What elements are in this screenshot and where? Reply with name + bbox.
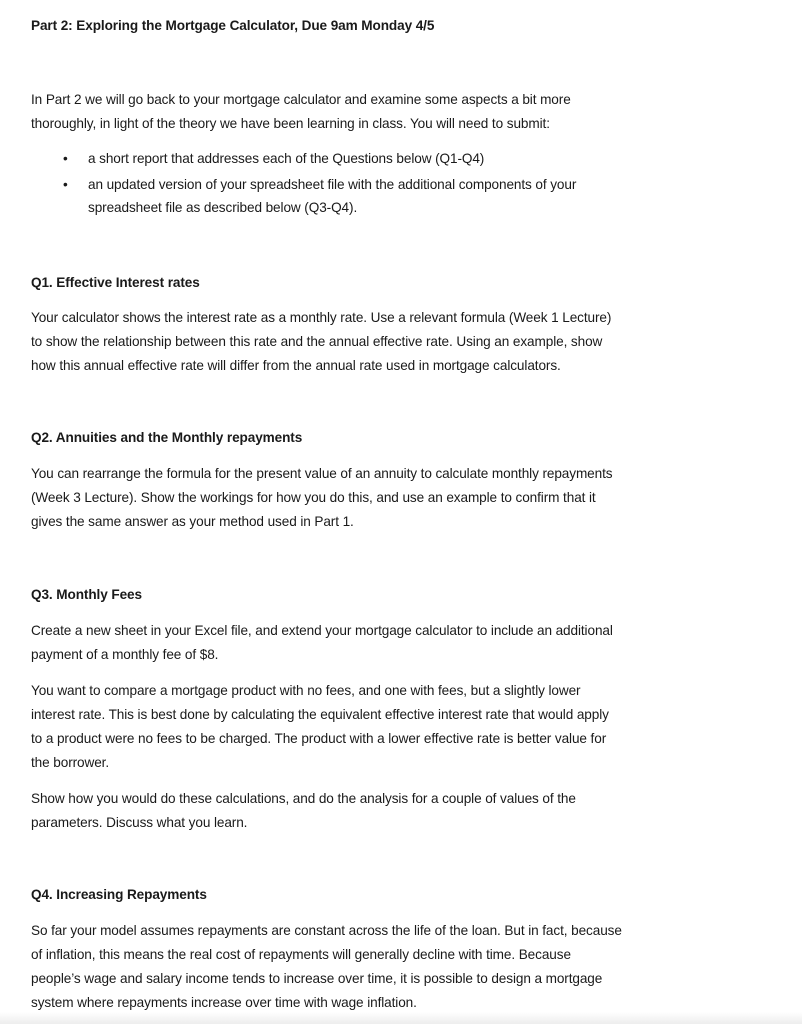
- q4-line-3: people’s wage and salary income tends to increase over time, it is possible to design a mortgage: [31, 971, 603, 986]
- q3-p1-line-2: payment of a monthly fee of $8.: [31, 647, 219, 662]
- q2-line-3: gives the same answer as your method used in Part 1.: [31, 514, 354, 529]
- q3-p2-line-3: to a product were no fees to be charged. The product with a lower effective rate is better value for: [31, 731, 607, 746]
- bullet-dot-1: •: [63, 151, 68, 166]
- intro-line-2: thoroughly, in light of the theory we have been learning in class. You will need to submit:: [31, 116, 550, 131]
- q1-line-1: Your calculator shows the interest rate as a monthly rate. Use a relevant formula (Week 1 Lecture): [31, 310, 612, 325]
- q3-p1-line-1: Create a new sheet in your Excel file, and extend your mortgage calculator to include an additional: [31, 623, 613, 638]
- q4-line-1: So far your model assumes repayments are constant across the life of the loan. But in fact, because: [31, 923, 622, 938]
- q4-line-2: of inflation, this means the real cost of repayments will generally decline with time. Because: [31, 947, 571, 962]
- q3-heading: Q3. Monthly Fees: [31, 587, 142, 602]
- q2-line-1: You can rearrange the formula for the present value of an annuity to calculate monthly repayments: [31, 466, 613, 481]
- q2-line-2: (Week 3 Lecture). Show the workings for how you do this, and use an example to confirm that it: [31, 490, 596, 505]
- q1-line-2: to show the relationship between this rate and the annual effective rate. Using an example, show: [31, 334, 603, 349]
- q1-heading: Q1. Effective Interest rates: [31, 275, 200, 290]
- document-title: Part 2: Exploring the Mortgage Calculator, Due 9am Monday 4/5: [31, 18, 435, 33]
- bullet-dot-2: •: [63, 177, 68, 192]
- q3-p2-line-4: the borrower.: [31, 755, 110, 770]
- q4-line-4: system where repayments increase over time with wage inflation.: [31, 995, 417, 1010]
- q3-p3-line-1: Show how you would do these calculations, and do the analysis for a couple of values of the: [31, 791, 576, 806]
- intro-line-1: In Part 2 we will go back to your mortgage calculator and examine some aspects a bit more: [31, 92, 571, 107]
- bullet-2-line-2: spreadsheet file as described below (Q3-Q4).: [88, 200, 358, 215]
- bullet-1-line-1: a short report that addresses each of the Questions below (Q1-Q4): [88, 151, 485, 166]
- q3-p3-line-2: parameters. Discuss what you learn.: [31, 815, 248, 830]
- q4-heading: Q4. Increasing Repayments: [31, 887, 207, 902]
- q3-p2-line-2: interest rate. This is best done by calculating the equivalent effective interest rate that would apply: [31, 707, 609, 722]
- q1-line-3: how this annual effective rate will differ from the annual rate used in mortgage calculators.: [31, 358, 561, 373]
- page-bottom-shadow: [0, 1012, 802, 1024]
- q2-heading: Q2. Annuities and the Monthly repayments: [31, 430, 303, 445]
- q3-p2-line-1: You want to compare a mortgage product with no fees, and one with fees, but a slightly lower: [31, 683, 581, 698]
- bullet-2-line-1: an updated version of your spreadsheet file with the additional components of your: [88, 177, 577, 192]
